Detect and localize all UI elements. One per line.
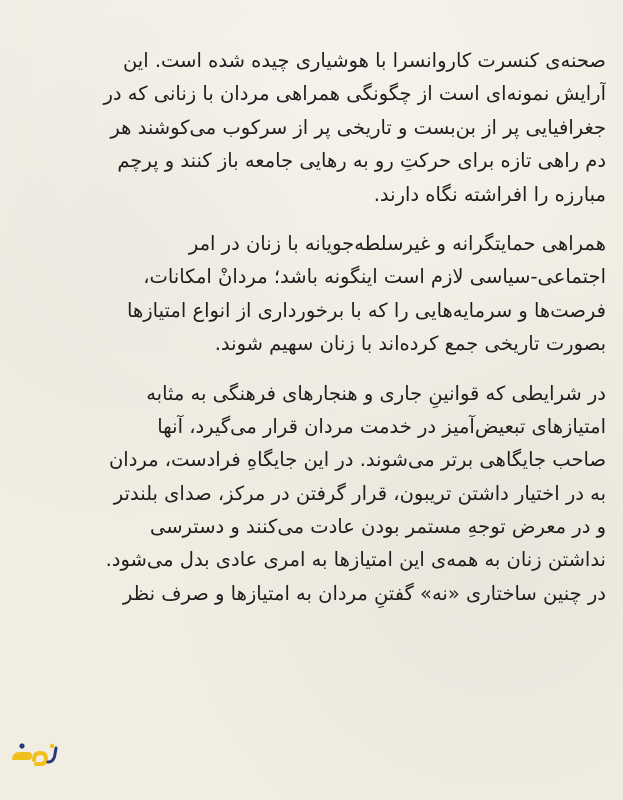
logo-dot-blue (19, 743, 24, 748)
text-line: در شرایطی که قوانینِ جاری و هنجارهای فرهنگی به مثابه (146, 381, 606, 405)
text-line: صاحب جایگاهی برتر می‌شوند. در این جایگاهِ فرادست، مردان (108, 448, 606, 472)
text-line: فرصت‌ها و سرمایه‌هایی را که با برخورداری از انواع امتیازها (127, 298, 606, 322)
text-line: اجتماعی-سیاسی لازم است اینگونه باشد؛ مردانْ امکانات، (143, 265, 606, 289)
text-line: همراهی حمایتگرانه و غیرسلطه‌جویانه با زنان در امر (188, 231, 606, 255)
text-line: و در معرض توجهِ مستمر بودن عادت می‌کنند و دسترسی (149, 515, 606, 539)
logo-stroke-yellow-2 (34, 753, 46, 764)
paragraph-1 (18, 44, 606, 211)
logo-stroke-yellow (12, 752, 32, 760)
forough-logo-icon (8, 740, 60, 770)
text-line: در چنین ساختاری «نه» گفتنِ مردان به امتیازها و صرف نظر (122, 581, 606, 605)
text-line: دم راهی تازه برای حرکتِ رو به رهایی جامعه باز کنند و پرچم (117, 149, 606, 173)
logo-stroke-blue (48, 748, 56, 762)
text-line: امتیازهای تبعیض‌آمیز در خدمت مردان قرار می‌گیرد، آنها (157, 414, 606, 438)
text-line: جغرافیایی پر از بن‌بست و تاریخی پر از سرکوب می‌کوشند هر (110, 115, 606, 139)
text-line: مبارزه را افراشته نگاه دارند. (373, 182, 606, 206)
text-line: صحنه‌ی کنسرت کاروانسرا با هوشیاری چیده شده است. این (122, 49, 606, 72)
logo-dot-yellow (50, 744, 54, 748)
paragraph-2 (18, 227, 606, 361)
paragraph-3 (18, 377, 606, 611)
text-line: نداشتن زنان به همه‌ی این امتیازها به امری عادی بدل می‌شود. (105, 548, 606, 572)
text-line: آرایش نمونه‌ای است از چگونگی همراهی مردان با زنانی که در (103, 82, 606, 106)
forough-logo-graphic (8, 740, 60, 770)
article-body (18, 44, 606, 610)
paragraph-spacer (18, 211, 606, 227)
text-line: بصورت تاریخی جمع کرده‌اند با زنان سهیم شوند. (214, 332, 606, 356)
text-line: به در اختیار داشتن تریبون، قرار گرفتن در مرکز، صدای بلندتر (113, 481, 606, 505)
paragraph-spacer (18, 361, 606, 377)
